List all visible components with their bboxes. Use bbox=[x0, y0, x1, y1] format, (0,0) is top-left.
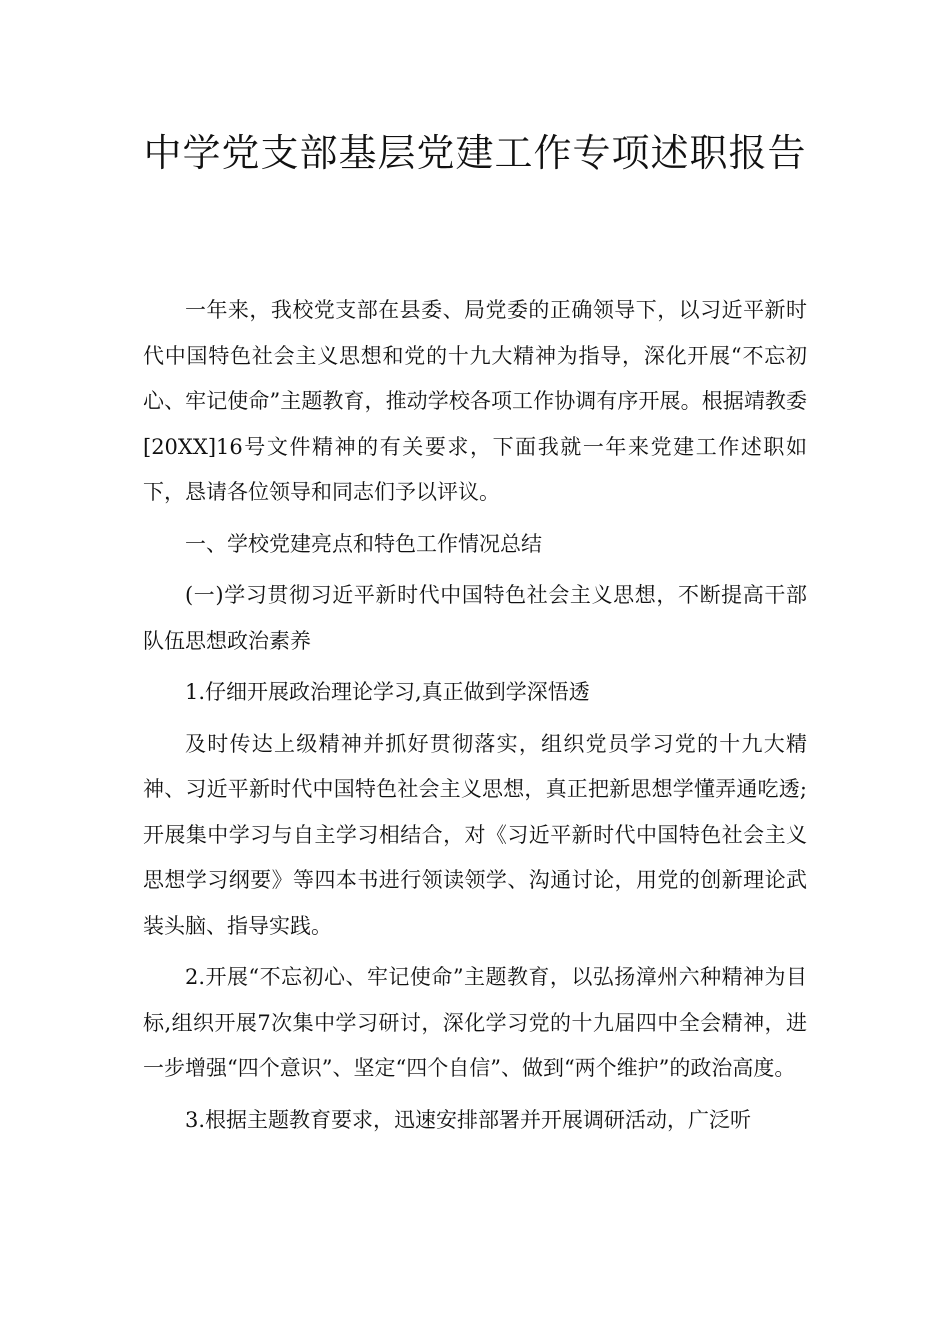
subsection-heading-1: (一)学习贯彻习近平新时代中国特色社会主义思想，不断提高干部队伍思想政治素养 bbox=[143, 583, 807, 653]
document-title: 中学党支部基层党建工作专项述职报告 bbox=[143, 131, 807, 175]
section-heading-1: 一、学校党建亮点和特色工作情况总结 bbox=[185, 531, 542, 556]
item-heading-1: 1.仔细开展政治理论学习,真正做到学深悟透 bbox=[185, 680, 590, 704]
paragraph-item-1-body: 及时传达上级精神并抓好贯彻落实，组织党员学习党的十九大精神、习近平新时代中国特色社会主义思想，真正把新思想学懂弄通吃透;开展集中学习与自主学习相结合，对《习近平新时代中国特色社会主义思想学习纲要》等四本书进行领读领学、沟通讨论，用党的创新理论武装头脑、指导实践。 bbox=[143, 731, 807, 938]
paragraph-item-2: 2.开展“不忘初心、牢记使命”主题教育，以弘扬漳州六种精神为目标,组织开展7次集中学习研讨，深化学习党的十九届四中全会精神，进一步增强“四个意识”、坚定“四个自信”、做到“两个维护”的政治高度。 bbox=[143, 965, 807, 1080]
document-body bbox=[143, 288, 807, 1149]
paragraph-item-3: 3.根据主题教育要求，迅速安排部署并开展调研活动，广泛听 bbox=[185, 1107, 752, 1132]
paragraph-intro: 一年来，我校党支部在县委、局党委的正确领导下，以习近平新时代中国特色社会主义思想和党的十九大精神为指导，深化开展“不忘初心、牢记使命”主题教育，推动学校各项工作协调有序开展。根据靖教委[20XX]16号文件精神的有关要求，下面我就一年来党建工作述职如下，恳请各位领导和同志们予以评议。 bbox=[143, 298, 807, 504]
